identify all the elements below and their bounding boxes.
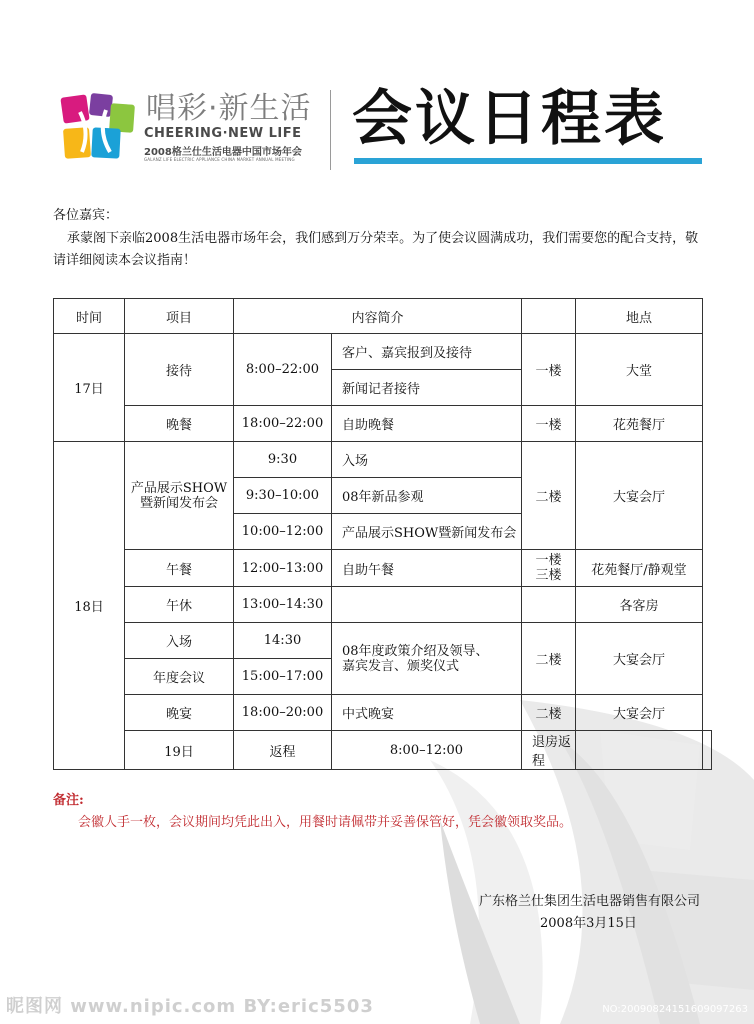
time-lunch: 12:00–13:00 — [234, 550, 332, 587]
galanz-event-logo-icon — [60, 92, 138, 164]
header-divider — [330, 90, 331, 170]
page-title: 会议日程表 — [352, 84, 667, 154]
item-return: 返程 — [234, 731, 332, 770]
content-meeting-line1: 08年度政策介绍及领导、 — [342, 643, 489, 659]
item-reception: 接待 — [125, 334, 234, 406]
table-row — [54, 406, 712, 442]
header-floor — [522, 299, 576, 334]
logo-event-cn: 2008格兰仕生活电器中国市场年会 — [144, 147, 302, 158]
day-cell-17: 17日 — [54, 334, 125, 442]
table-row — [54, 442, 712, 478]
day-cell-19: 19日 — [125, 731, 234, 770]
header-venue: 地点 — [576, 299, 703, 334]
venue-lunch: 花苑餐厅/静观堂 — [576, 550, 703, 587]
venue-banquet: 大宴会厅 — [576, 695, 703, 731]
time-banquet: 18:00–20:00 — [234, 695, 332, 731]
greeting: 各位嘉宾： — [53, 208, 119, 223]
time-annual-meeting: 15:00–17:00 — [234, 659, 332, 695]
item-product-show — [125, 442, 234, 550]
schedule-table — [53, 298, 712, 770]
floor-dinner-17: 一楼 — [522, 406, 576, 442]
logo-event-en: GALANZ LIFE ELECTRIC APPLIANCE CHINA MARKET ANNUAL MEETING — [144, 157, 295, 162]
table-row — [54, 550, 712, 587]
floor-show: 二楼 — [522, 442, 576, 550]
item-banquet: 晚宴 — [125, 695, 234, 731]
content-show-1: 入场 — [332, 442, 522, 478]
floor-banquet: 二楼 — [522, 695, 576, 731]
floor-lunch-2: 三楼 — [535, 568, 562, 583]
floor-reception: 一楼 — [522, 334, 576, 406]
notes-label: 备注: — [53, 793, 84, 808]
logo-slogan-cn: 唱彩·新生活 — [146, 91, 312, 126]
content-reception-1: 客户、嘉宾报到及接待 — [332, 334, 522, 370]
time-dinner-17: 18:00–22:00 — [234, 406, 332, 442]
table-row — [54, 587, 712, 623]
table-row — [54, 623, 712, 659]
signature-company: 广东格兰仕集团生活电器销售有限公司 — [478, 894, 700, 909]
day-cell-18: 18日 — [54, 442, 125, 770]
time-show-2: 9:30–10:00 — [234, 478, 332, 514]
header-content: 内容简介 — [234, 299, 522, 334]
floor-nap — [522, 587, 576, 623]
header-time: 时间 — [54, 299, 125, 334]
item-product-show-line1: 产品展示SHOW — [130, 480, 228, 496]
nipic-watermark: 昵图网 www.nipic.com BY:eric5503 — [6, 996, 374, 1017]
header-item: 项目 — [125, 299, 234, 334]
content-show-3: 产品展示SHOW暨新闻发布会 — [332, 514, 522, 550]
time-show-3: 10:00–12:00 — [234, 514, 332, 550]
time-reception: 8:00–22:00 — [234, 334, 332, 406]
item-entry: 入场 — [125, 623, 234, 659]
item-nap: 午休 — [125, 587, 234, 623]
venue-meeting: 大宴会厅 — [576, 623, 703, 695]
watermark-id: NO:20090824151609097263 — [602, 1004, 748, 1015]
title-underline — [354, 158, 702, 164]
intro-paragraph: 承蒙阁下亲临2008生活电器市场年会，我们感到万分荣幸。为了使会议圆满成功，我们需要您的配合支持，敬请详细阅读本会议指南！ — [53, 231, 699, 268]
venue-show: 大宴会厅 — [576, 442, 703, 550]
venue-return — [703, 731, 712, 770]
table-row — [54, 695, 712, 731]
signature-date: 2008年3月15日 — [540, 916, 637, 931]
content-show-2: 08年新品参观 — [332, 478, 522, 514]
table-row — [54, 731, 712, 770]
time-entry: 14:30 — [234, 623, 332, 659]
floor-meeting: 二楼 — [522, 623, 576, 695]
floor-lunch — [522, 550, 576, 587]
logo-slogan-en: CHEERING·NEW LIFE — [144, 126, 302, 141]
content-lunch: 自助午餐 — [332, 550, 522, 587]
time-show-1: 9:30 — [234, 442, 332, 478]
notes-text: 会徽人手一枚，会议期间均凭此出入，用餐时请佩带并妥善保管好，凭会徽领取奖品。 — [78, 815, 573, 830]
content-reception-2: 新闻记者接待 — [332, 370, 522, 406]
table-row — [54, 334, 712, 370]
content-return: 退房返程 — [522, 731, 576, 770]
content-dinner-17: 自助晚餐 — [332, 406, 522, 442]
venue-reception: 大堂 — [576, 334, 703, 406]
content-nap — [332, 587, 522, 623]
content-meeting-line2: 嘉宾发言、颁奖仪式 — [342, 658, 460, 674]
venue-dinner-17: 花苑餐厅 — [576, 406, 703, 442]
content-banquet: 中式晚宴 — [332, 695, 522, 731]
item-dinner-17: 晚餐 — [125, 406, 234, 442]
venue-nap: 各客房 — [576, 587, 703, 623]
item-annual-meeting: 年度会议 — [125, 659, 234, 695]
table-header-row — [54, 299, 712, 334]
item-product-show-line2: 暨新闻发布会 — [139, 495, 218, 511]
time-return: 8:00–12:00 — [332, 731, 522, 770]
item-lunch: 午餐 — [125, 550, 234, 587]
content-meeting — [332, 623, 522, 695]
floor-lunch-1: 一楼 — [535, 553, 562, 568]
time-nap: 13:00–14:30 — [234, 587, 332, 623]
floor-return — [576, 731, 703, 770]
